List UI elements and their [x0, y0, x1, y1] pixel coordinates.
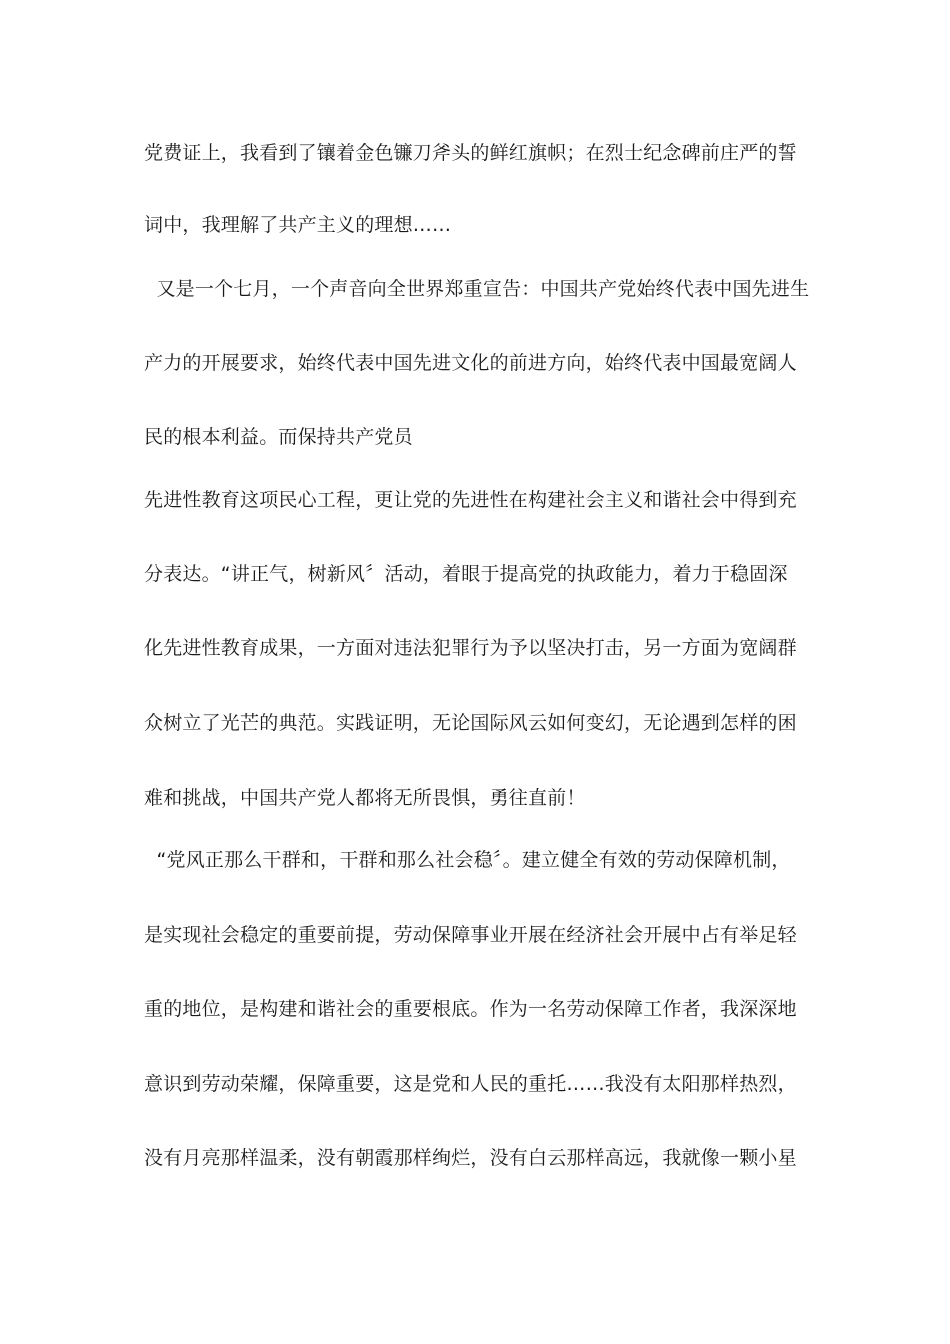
text-line-7: 分表达。“讲正气，树新风〞活动，着眼于提高党的执政能力，着力于稳固深 [144, 563, 788, 585]
text-line-3: 又是一个七月，一个声音向全世界郑重宣告：中国共产党始终代表中国先进生 [144, 278, 810, 300]
text-line-11: “党风正那么干群和，干群和那么社会稳〞。建立健全有效的劳动保障机制， [144, 849, 791, 871]
text-line-1: 党费证上，我看到了镶着金色镰刀斧头的鲜红旗帜；在烈士纪念碑前庄严的誓 [144, 142, 797, 164]
text-line-12: 是实现社会稳定的重要前提，劳动保障事业开展在经济社会开展中占有举足轻 [144, 924, 797, 946]
text-line-10: 难和挑战，中国共产党人都将无所畏惧，勇往直前！ [144, 787, 586, 809]
text-line-14: 意识到劳动荣耀，保障重要，这是党和人民的重托……我没有太阳那样热烈， [144, 1073, 797, 1095]
text-line-8: 化先进性教育成果，一方面对违法犯罪行为予以坚决打击，另一方面为宽阔群 [144, 637, 797, 659]
text-line-13: 重的地位，是构建和谐社会的重要根底。作为一名劳动保障工作者，我深深地 [144, 998, 797, 1020]
text-line-2: 词中，我理解了共产主义的理想…… [144, 214, 452, 236]
text-line-6: 先进性教育这项民心工程，更让党的先进性在构建社会主义和谐社会中得到充 [144, 489, 797, 511]
text-line-9: 众树立了光芒的典范。实践证明，无论国际风云如何变幻，无论遇到怎样的困 [144, 712, 797, 734]
text-line-15: 没有月亮那样温柔，没有朝霞那样绚烂，没有白云那样高远，我就像一颗小星 [144, 1147, 797, 1169]
text-line-5: 民的根本利益。而保持共产党员 [144, 426, 413, 448]
text-line-4: 产力的开展要求，始终代表中国先进文化的前进方向，始终代表中国最宽阔人 [144, 352, 797, 374]
